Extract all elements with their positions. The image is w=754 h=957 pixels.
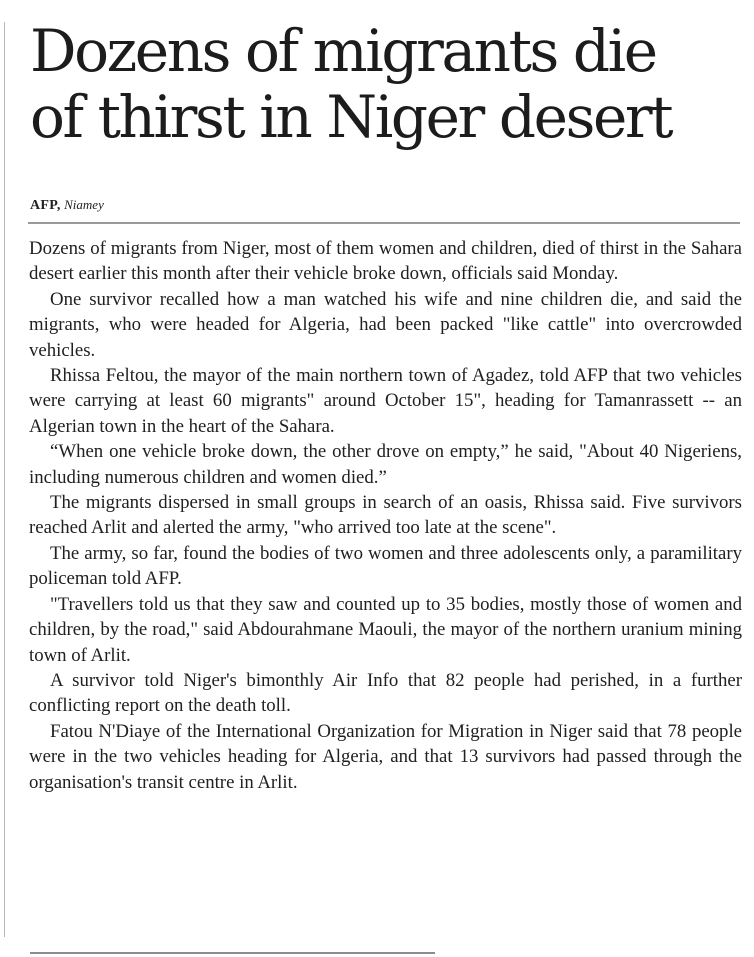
paragraph-5: The migrants dispersed in small groups in search of an oasis, Rhissa said. Five survivors reached Arlit and alerted the army, "who arrived too late at the scene". — [29, 492, 742, 539]
byline-agency: AFP, — [30, 198, 61, 213]
headline-line-2: of thirst in Niger desert — [30, 83, 672, 151]
headline-line-1: Dozens of migrants die — [30, 17, 656, 85]
headline — [30, 18, 745, 150]
paragraph-6: The army, so far, found the bodies of two women and three adolescents only, a paramilitary policeman told AFP. — [29, 542, 742, 590]
byline — [30, 196, 104, 215]
paragraph-7: "Travellers told us that they saw and counted up to 35 bodies, mostly those of women and children, by the road," said Abdourahmane Maouli, the mayor of the northern uranium mining town of Arlit. — [29, 593, 742, 666]
paragraph-4: “When one vehicle broke down, the other drove on empty,” he said, "About 40 Nigeriens, including numerous children and women died.” — [29, 441, 742, 488]
paragraph-1: Dozens of migrants from Niger, most of them women and children, died of thirst in the Sahara desert earlier this month after their vehicle broke down, officials said Monday. — [29, 238, 742, 285]
byline-location: Niamey — [64, 197, 104, 212]
paragraph-2: One survivor recalled how a man watched his wife and nine children die, and said the migrants, who were headed for Algeria, had been packed "like cattle" into overcrowded vehicles. — [29, 288, 742, 361]
paragraph-3: Rhissa Feltou, the mayor of the main northern town of Agadez, told AFP that two vehicles were carrying at least 60 migrants" around October 15", heading for Tamanrassett -- an Algerian town in the heart of the Sahara. — [29, 365, 742, 437]
paragraph-8: A survivor told Niger's bimonthly Air Info that 82 people had perished, in a further conflicting report on the death toll. — [29, 669, 742, 717]
article-end-rule — [30, 952, 435, 954]
article-body — [29, 236, 742, 795]
byline-divider — [28, 222, 740, 224]
paragraph-9: Fatou N'Diaye of the International Organization for Migration in Niger said that 78 people were in the two vehicles heading for Algeria, and that 13 survivors had passed through the organisation's transit centre in Arlit. — [29, 720, 742, 793]
